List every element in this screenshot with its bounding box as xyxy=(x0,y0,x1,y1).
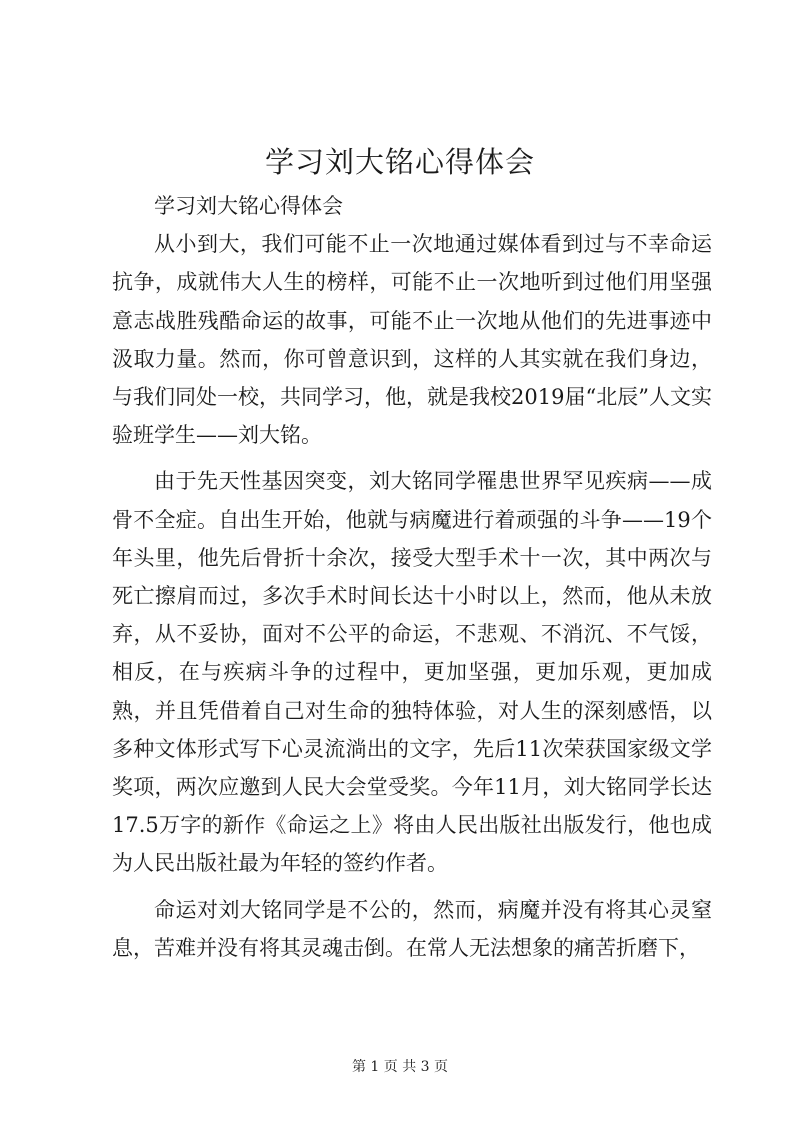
document-body xyxy=(112,187,712,967)
subtitle-paragraph: 学习刘大铭心得体会 xyxy=(154,194,343,218)
document-title: 学习刘大铭心得体会 xyxy=(264,145,535,179)
body-paragraph: 从小到大，我们可能不止一次地通过媒体看到过与不幸命运抗争，成就伟大人生的榜样，可能不止一次地听到过他们用坚强意志战胜残酷命运的故事，可能不止一次地从他们的先进事迹中汲取力量。然而，你可曾意识到，这样的人其实就在我们身边，与我们同处一校，共同学习，他，就是我校2019届“北辰”人文实验班学生——刘大铭。 xyxy=(112,232,712,448)
body-paragraph: 命运对刘大铭同学是不公的，然而，病魔并没有将其心灵窒息，苦难并没有将其灵魂击倒。在常人无法想象的痛苦折磨下， xyxy=(112,897,712,960)
page-number-footer: 第 1 页 共 3 页 xyxy=(351,1059,449,1075)
body-paragraph: 由于先天性基因突变，刘大铭同学罹患世界罕见疾病——成骨不全症。自出生开始，他就与病魔进行着顽强的斗争——19个年头里，他先后骨折十余次，接受大型手术十一次，其中两次与死亡擦肩而过，多次手术时间长达十小时以上，然而，他从未放弃，从不妥协，面对不公平的命运，不悲观、不消沉、不气馁，相反，在与疾病斗争的过程中，更加坚强，更加乐观，更加成熟，并且凭借着自己对生命的独特体验，对人生的深刻感悟，以多种文体形式写下心灵流淌出的文字，先后11次荣获国家级文学奖项，两次应邀到人民大会堂受奖。今年11月，刘大铭同学长达17.5万字的新作《命运之上》将由人民出版社出版发行，他也成为人民出版社最为年轻的签约作者。 xyxy=(112,469,712,876)
